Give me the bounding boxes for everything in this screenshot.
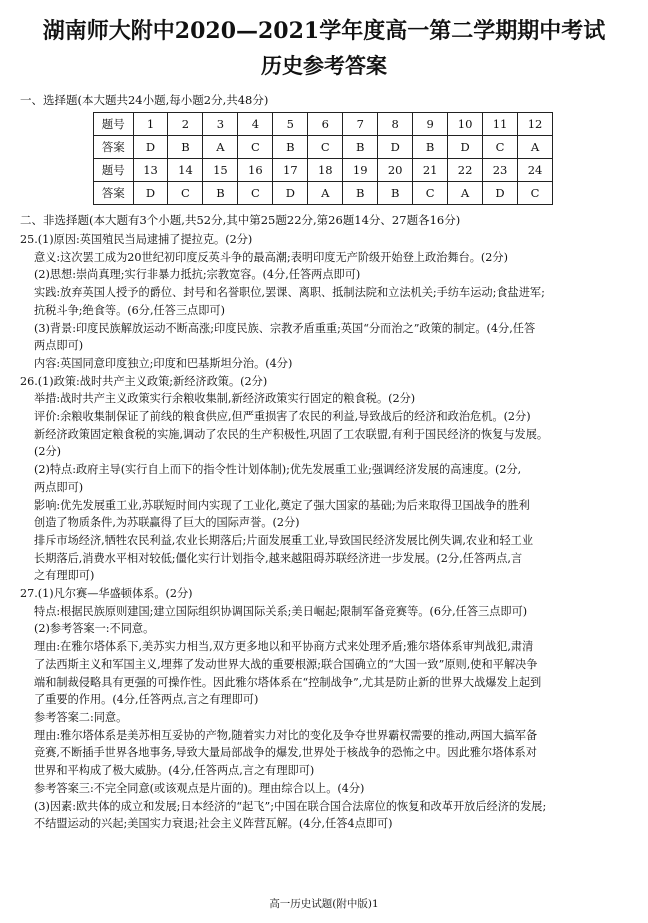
table-cell: A [448, 182, 483, 205]
table-cell: 19 [343, 159, 378, 182]
section-2-heading: 二、非选择题(本大题有3个小题,共52分,其中第25题22分,第26题14分、27题各16分) [20, 213, 461, 227]
text-line: 世界和平构成了极大威胁。(4分,任答两点,言之有理即可) [34, 764, 315, 778]
page-footer: 高一历史试题(附中版)1 [269, 898, 379, 910]
text-line: 不结盟运动的兴起;美国实力衰退;社会主义阵营瓦解。(4分,任答4点即可) [34, 817, 393, 831]
table-cell: C [518, 182, 553, 205]
text-line: 创造了物质条件,为苏联赢得了巨大的国际声誉。(2分) [34, 516, 300, 530]
table-row [94, 182, 553, 205]
table-cell: C [238, 136, 273, 159]
text-line: 理由:雅尔塔体系是美苏相互妥协的产物,随着实力对比的变化及争夺世界霸权需要的推动,两国大搞军备 [34, 728, 538, 742]
table-cell: A [308, 182, 343, 205]
table-cell: 1 [133, 113, 168, 136]
text-line: 之有理即可) [34, 569, 95, 583]
table-cell: D [133, 136, 168, 159]
text-line: 意义:这次罢工成为20世纪初印度反英斗争的最高潮;表明印度无产阶级开始登上政治舞台。(2分) [34, 250, 508, 264]
table-cell: B [203, 182, 238, 205]
table-cell: 18 [308, 159, 343, 182]
table-row [94, 113, 553, 136]
text-line: (2)思想:崇尚真理;实行非暴力抵抗;宗教宽容。(4分,任答两点即可) [34, 268, 361, 282]
table-cell: B [413, 136, 448, 159]
text-line: 新经济政策固定粮食税的实施,调动了农民的生产积极性,巩固了工农联盟,有利于国民经济的恢复与发展。 [34, 427, 549, 441]
text-line: 理由:在雅尔塔体系下,美苏实力相当,双方更多地以和平协商方式来处理矛盾;雅尔塔体系审判战犯,肃清 [34, 640, 534, 654]
text-line: 内容:英国同意印度独立;印度和巴基斯坦分治。(4分) [34, 356, 293, 370]
table-cell: B [343, 182, 378, 205]
table-cell: 16 [238, 159, 273, 182]
text-line: 竞赛,不断插手世界各地事务,导致大量局部战争的爆发,世界处于核战争的恐怖之中。因此雅尔塔体系对 [34, 746, 537, 760]
table-cell: 4 [238, 113, 273, 136]
table-cell: 3 [203, 113, 238, 136]
table-cell: C [168, 182, 203, 205]
text-line: 实践:放弃英国人授予的爵位、封号和名誉职位,罢课、离职、抵制法院和立法机关;手纺车运动;食盐进军; [34, 286, 545, 300]
table-cell: B [378, 182, 413, 205]
table-cell: 12 [518, 113, 553, 136]
text-line: 参考答案三:不完全同意(或该观点是片面的)。理由综合以上。(4分) [34, 781, 365, 795]
text-line: 长期落后,消费水平相对较低;僵化实行计划指令,越来越阻碍苏联经济进一步发展。(2分,任答两点,言 [34, 551, 523, 565]
table-cell: 5 [273, 113, 308, 136]
table-cell: C [238, 182, 273, 205]
text-line: 两点即可) [34, 339, 84, 353]
text-line: 27.(1)凡尔赛—华盛顿体系。(2分) [20, 587, 193, 601]
text-line: 特点:根据民族原则建国;建立国际组织协调国际关系;美日崛起;限制军备竞赛等。(6分,任答三点即可) [34, 604, 528, 618]
table-cell: 8 [378, 113, 413, 136]
text-line: (2分) [34, 445, 62, 459]
table-cell: A [518, 136, 553, 159]
table-cell: D [378, 136, 413, 159]
text-line: 参考答案二:同意。 [34, 710, 128, 724]
table-cell: 22 [448, 159, 483, 182]
table-row [94, 159, 553, 182]
text-line: 举措:战时共产主义政策实行余粮收集制,新经济政策实行固定的粮食税。(2分) [34, 392, 416, 406]
table-cell: D [483, 182, 518, 205]
row-label: 题号 [94, 159, 134, 182]
text-line: 端和制裁侵略具有更强的可操作性。因此雅尔塔体系在“控制战争”,尤其是防止新的世界大战爆发上起到 [34, 675, 542, 689]
table-cell: 15 [203, 159, 238, 182]
table-cell: 13 [133, 159, 168, 182]
document-subtitle: 历史参考答案 [261, 54, 387, 78]
table-cell: 6 [308, 113, 343, 136]
table-cell: 21 [413, 159, 448, 182]
table-cell: 2 [168, 113, 203, 136]
table-cell: D [133, 182, 168, 205]
text-line: 影响:优先发展重工业,苏联短时间内实现了工业化,奠定了强大国家的基础;为后来取得卫国战争的胜利 [34, 498, 530, 512]
section-1-heading: 一、选择题(本大题共24小题,每小题2分,共48分) [20, 93, 269, 107]
row-label: 题号 [94, 113, 134, 136]
text-line: 了重要的作用。(4分,任答两点,言之有理即可) [34, 693, 259, 707]
table-cell: 14 [168, 159, 203, 182]
text-line: 排斥市场经济,牺牲农民利益,农业长期落后;片面发展重工业,导致国民经济发展比例失调,农业和轻工业 [34, 533, 534, 547]
table-cell: B [343, 136, 378, 159]
table-row [94, 136, 553, 159]
table-cell: 24 [518, 159, 553, 182]
text-line: (2)特点:政府主导(实行自上而下的指令性计划体制);优先发展重工业;强调经济发展的高速度。(2分, [34, 463, 522, 477]
row-label: 答案 [94, 136, 134, 159]
row-label: 答案 [94, 182, 134, 205]
table-cell: 17 [273, 159, 308, 182]
table-cell: D [273, 182, 308, 205]
table-cell: 10 [448, 113, 483, 136]
answer-body [20, 231, 632, 833]
text-line: 抗税斗争;绝食等。(6分,任答三点即可) [34, 303, 225, 317]
table-cell: D [448, 136, 483, 159]
text-line: (3)背景:印度民族解放运动不断高涨;印度民族、宗教矛盾重重;英国“分而治之”政策的制定。(4分,任答 [34, 321, 536, 335]
table-cell: C [308, 136, 343, 159]
answer-table [93, 112, 553, 205]
text-line: 两点即可) [34, 480, 84, 494]
table-cell: 11 [483, 113, 518, 136]
text-line: 了法西斯主义和军国主义,埋葬了发动世界大战的重要根源;联合国确立的“大国一致”原则,使和平解决争 [34, 657, 538, 671]
text-line: 评价:余粮收集制保证了前线的粮食供应,但严重损害了农民的利益,导致战后的经济和政治危机。(2分) [34, 410, 531, 424]
table-cell: 23 [483, 159, 518, 182]
table-cell: B [168, 136, 203, 159]
table-cell: C [413, 182, 448, 205]
text-line: 25.(1)原因:英国殖民当局逮捕了提拉克。(2分) [20, 233, 253, 246]
table-cell: 9 [413, 113, 448, 136]
table-cell: B [273, 136, 308, 159]
text-line: (3)因素:欧共体的成立和发展;日本经济的“起飞”;中国在联合国合法席位的恢复和改革开放后经济的发展; [34, 799, 547, 813]
document-title: 湖南师大附中2020—2021学年度高一第二学期期中考试 [42, 18, 606, 44]
text-line: 26.(1)政策:战时共产主义政策;新经济政策。(2分) [20, 374, 268, 388]
table-cell: A [203, 136, 238, 159]
text-line: (2)参考答案一:不同意。 [34, 622, 155, 636]
table-cell: 7 [343, 113, 378, 136]
table-cell: C [483, 136, 518, 159]
table-cell: 20 [378, 159, 413, 182]
